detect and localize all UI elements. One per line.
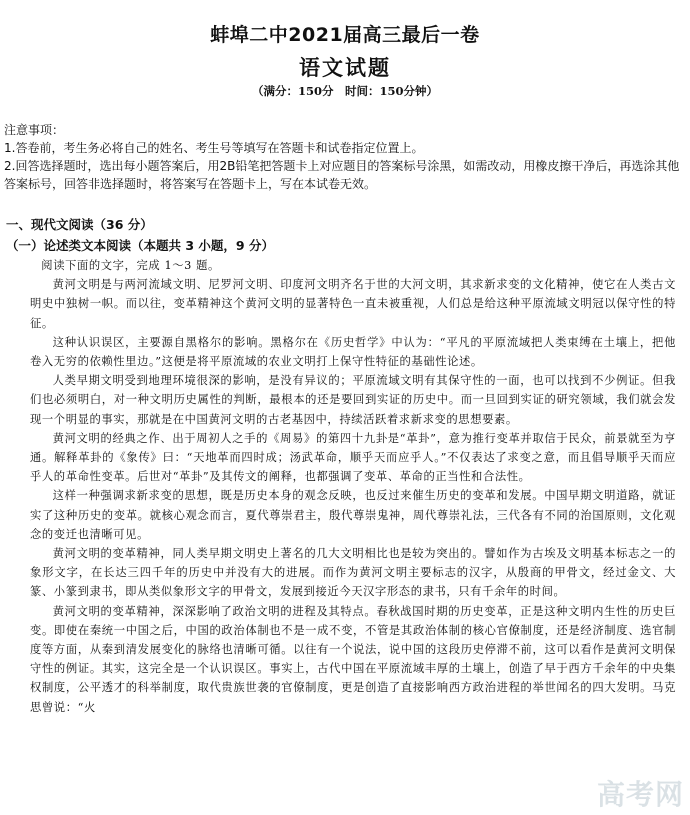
notice-item: 2.回答选择题时，选出每小题答案后，用2B铅笔把答题卡上对应题目的答案标号涂黑，如需改动，用橡皮擦干净后，再选涂其他答案标号，回答非选择题时，将答案写在答题卡上，写在本试卷无效。 xyxy=(4,159,680,191)
passage-paragraph: 黄河文明的变革精神，深深影响了政治文明的进程及其特点。春秋战国时期的历史变革，正是这种文明内生性的历史巨变。即使在秦统一中国之后，中国的政治体制也不是一成不变，不管是其政治体制的核心官僚制度，还是经济制度、选官制度等方面，从秦到清发展变化的脉络也清晰可循。以往有一个说法，说中国的这段历史停滞不前，这可以看作是黄河文明保守性的例证。其实，这完全是一个认识误区。事实上，古代中国在平原流域丰厚的土壤上，创造了早于西方千余年的中央集权制度，公平透才的科举制度，取代贵族世袭的官僚制度，更是创造了直接影响西方政治进程的举世闻名的四大发明。马克思曾说：“火 xyxy=(30,604,676,714)
passage-paragraph: 黄河文明是与两河流域文明、尼罗河文明、印度河文明齐名于世的大河文明，其求新求变的文化精神，使它在人类古文明史中独树一帜。而以往，变革精神这个黄河文明的显著特色一直未被重视，人们总是给这种平原流域文明冠以保守性的特征。 xyxy=(30,278,676,330)
reading-instruction: 阅读下面的文字，完成 1～3 题。 xyxy=(41,259,220,272)
passage-paragraph: 这种认识误区，主要源自黑格尔的影响。黑格尔在《历史哲学》中认为：“平凡的平原流域把人类束缚在土壤上，把他卷入无穷的依赖性里边。”这便是将平原流域的农业文明打上保守性特征的基础性论述。 xyxy=(30,335,676,369)
notice-item: 1.答卷前，考生务必将自己的姓名、考生号等填写在答题卡和试卷指定位置上。 xyxy=(4,141,424,155)
section-heading: 一、现代文阅读（36 分） xyxy=(6,217,153,232)
exam-info: （满分：150分 时间：150分钟） xyxy=(251,84,438,98)
passage-paragraph: 这样一种强调求新求变的思想，既是历史本身的观念反映，也反过来催生历史的变革和发展。中国早期文明道路，就证实了这种历史的变革。就核心观念而言，夏代尊崇君主，殷代尊崇鬼神，周代尊崇礼法，三代各有不同的治国原则，文化观念的变迁也清晰可见。 xyxy=(30,489,676,541)
reading-passage xyxy=(30,256,676,717)
passage-paragraph: 人类早期文明受到地理环境很深的影响，是没有异议的；平原流域文明有其保守性的一面，也可以找到不少例证。但我们也必须明白，对一种文明历史属性的判断，最根本的还是要回到实证的历史中。而一旦回到实证的研究领域，我们就会发现一个明显的事实，那就是在中国黄河文明的古老基因中，持续活跃着求新求变的思想要素。 xyxy=(30,374,676,426)
notice-block xyxy=(4,121,686,193)
notice-heading: 注意事项： xyxy=(4,123,65,137)
watermark-logo: 高考网 xyxy=(596,778,684,811)
passage-paragraph: 黄河文明的变革精神，同人类早期文明史上著名的几大文明相比也是较为突出的。譬如作为古埃及文明基本标志之一的象形文字，在长达三四千年的历史中并没有大的进展。而作为黄河文明主要标志的汉字，从殷商的甲骨文，经过金文、大篆、小篆到隶书，即从类似象形文字的甲骨文，发展到接近今天汉字形态的隶书，只有千余年的时间。 xyxy=(30,547,676,599)
passage-paragraph: 黄河文明的经典之作、出于周初人之手的《周易》的第四十九卦是“革卦”，意为推行变革并取信于民众，前景就至为亨通。解释革卦的《象传》曰：“天地革而四时成；汤武革命，顺乎天而应乎人。”不仅表达了求变之意，而且倡导顺乎天而应乎人的革命性变革。后世对“革卦”及其传文的阐释，也都强调了变革、革命的正当性和合法性。 xyxy=(30,431,676,484)
subject-title: 语文试题 xyxy=(299,56,391,80)
subsection-heading: （一）论述类文本阅读（本题共 3 小题，9 分） xyxy=(6,238,274,253)
school-exam-title: 蚌埠二中2021届高三最后一卷 xyxy=(210,24,480,46)
